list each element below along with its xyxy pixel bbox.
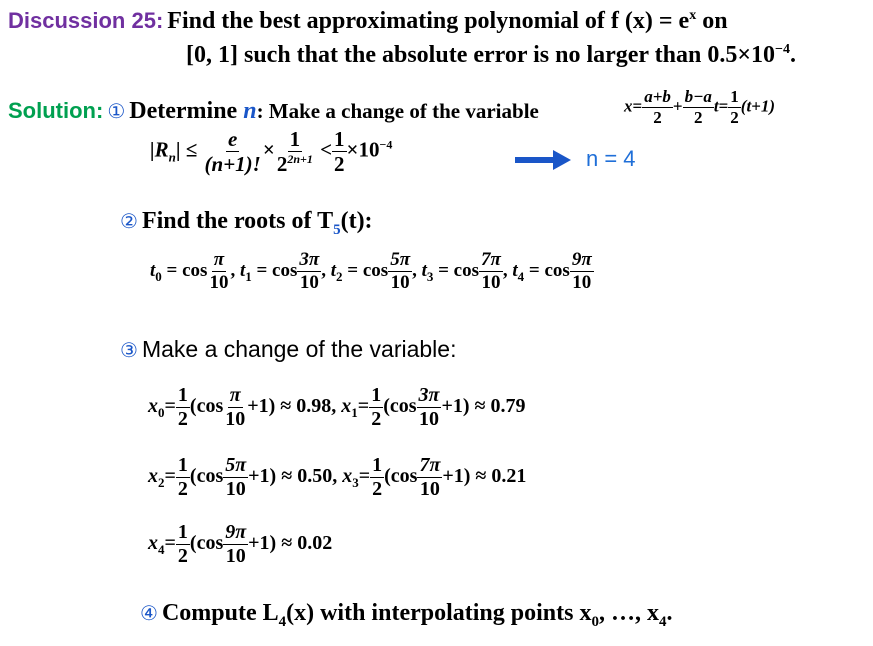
discussion-title-line1 <box>8 8 728 35</box>
solution-line <box>8 98 539 125</box>
discussion-title-line2: [0, 1] such that the absolute error is no larger than $0.5\times 10^{-4}$. <box>186 42 796 68</box>
roots-formula: $t_0 = \cos$ $\frac{\pi}{10}$ , $t_1 = \cos$ $\frac{3\pi}{10}$ , $t_2 = \cos$ $\frac{5\pi}{10}$ , $t_3 = \cos$ $\frac{7\pi}{10}$ , $t_4 = \cos$ $\frac{9\pi}{10}$ <box>150 249 592 293</box>
arrow-right-icon <box>515 150 571 170</box>
x2-formula: $x_2=$ $\frac{1}{2}$ (cos $\frac{5\pi}{10}$ +1) ≈ 0.50 <box>148 454 333 500</box>
root-t3: $t_3 = \cos$ $\frac{7\pi}{10}$ <box>421 249 501 293</box>
step3-title: Make a change of the variable: <box>141 336 457 362</box>
step2-title: Find the roots of $T_5(t)$: <box>141 208 373 238</box>
x-values-row2: $x_2=$ $\frac{1}{2}$ (cos $\frac{5\pi}{10}$ +1) ≈ 0.50, $x_3=$ $\frac{1}{2}$ (cos $\frac{7\pi}{10}$ +1) ≈ 0.21 <box>148 454 527 500</box>
step4-title: Compute $L_4(x)$ with interpolating points $x_0$, …, $x_4$. <box>161 600 673 630</box>
x3-formula: $x_3=$ $\frac{1}{2}$ (cos $\frac{7\pi}{10}$ +1) ≈ 0.21 <box>342 454 527 500</box>
x-values-row1: $x_0=$ $\frac{1}{2}$ (cos $\frac{\pi}{10}$ +1) ≈ 0.98, $x_1=$ $\frac{1}{2}$ (cos $\frac{3\pi}{10}$ +1) ≈ 0.79 <box>148 384 526 430</box>
step3-line <box>120 336 456 363</box>
step4-line <box>140 600 672 631</box>
change-of-variable-formula: x= $\frac{a+b}{2}$ + $\frac{b-a}{2}$ t= $\frac{1}{2}$ (t+1) <box>624 87 776 127</box>
step4-marker: ④ <box>140 601 158 625</box>
step1-title: Determine n <box>129 98 257 124</box>
result-n: n = 4 <box>586 146 636 171</box>
step3-marker: ③ <box>120 338 138 362</box>
x4-formula: $x_4=$ $\frac{1}{2}$ (cos $\frac{9\pi}{10}$ +1) ≈ 0.02 <box>148 521 333 567</box>
discussion-question-line1: Find the best approximating polynomial of f $(x) = e^x$ on <box>167 8 728 34</box>
step1-text: : Make a change of the variable <box>256 99 539 123</box>
root-t1: $t_1 = \cos$ $\frac{3\pi}{10}$ <box>239 249 320 293</box>
discussion-label: Discussion 25: <box>8 8 164 33</box>
step2-line <box>120 208 373 239</box>
solution-label: Solution: <box>8 98 104 123</box>
root-t0: $t_0 = \cos$ $\frac{\pi}{10}$ <box>150 249 229 293</box>
error-bound-formula: $|R_n|$ ≤ $\frac{e}{(n+1)!}$ × $\frac{1}{2^{2n+1}}$ < $\frac{1}{2}$ $\times 10^{-4}$ <box>150 127 393 177</box>
x-values-row3 <box>148 522 332 567</box>
step2-marker: ② <box>120 209 138 233</box>
root-t2: $t_2 = \cos$ $\frac{5\pi}{10}$ <box>330 249 411 293</box>
root-t4: $t_4 = \cos$ $\frac{9\pi}{10}$ <box>512 249 592 293</box>
x0-formula: $x_0=$ $\frac{1}{2}$ (cos $\frac{\pi}{10}$ +1) ≈ 0.98 <box>148 384 332 430</box>
x1-formula: $x_1=$ $\frac{1}{2}$ (cos $\frac{3\pi}{10}$ +1) ≈ 0.79 <box>341 384 526 430</box>
step1-marker: ① <box>107 99 126 123</box>
